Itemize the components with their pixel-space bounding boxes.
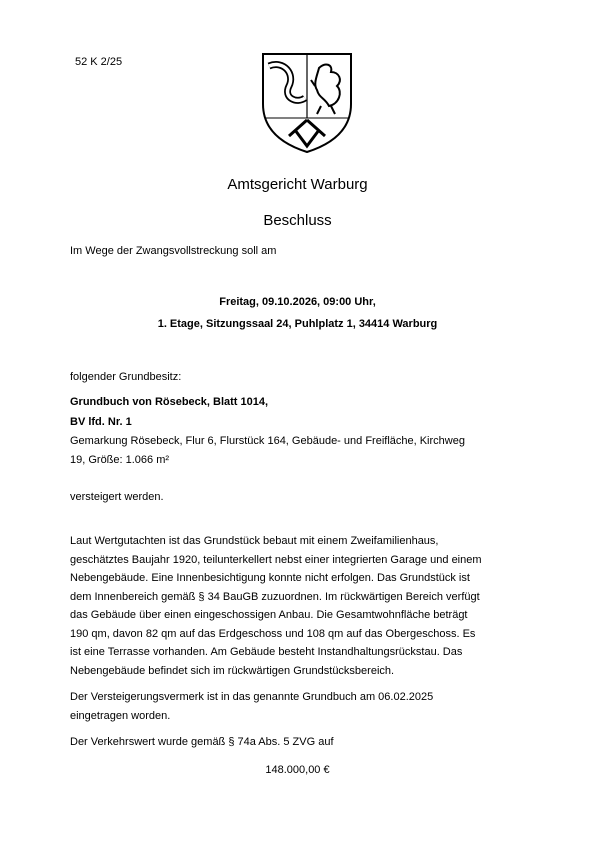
- gemarkung-line-2: 19, Größe: 1.066 m²: [70, 454, 170, 466]
- description-line: dem Innenbereich gemäß § 34 BauGB zuzuordnen. Im rückwärtigen Bereich verfügt: [70, 590, 480, 603]
- court-name: Amtsgericht Warburg: [227, 176, 368, 193]
- property-label: folgender Grundbesitz:: [70, 371, 182, 383]
- description-line: 190 qm, davon 82 qm auf das Erdgeschoss und 108 qm auf das Obergeschoss. Es: [70, 627, 476, 640]
- document-title: Beschluss: [263, 212, 332, 229]
- description-line: Nebengebäude. Eine Innenbesichtigung konnte nicht erfolgen. Das Grundstück ist: [70, 572, 470, 584]
- intro-text: Im Wege der Zwangsvollstreckung soll am: [70, 245, 277, 257]
- vermerk-paragraph: [70, 688, 540, 725]
- vermerk-line: Der Versteigerungsvermerk ist in das genannte Grundbuch am 06.02.2025: [70, 691, 434, 703]
- description-line: geschätztes Baujahr 1920, teilunterkellert nebst einer integrierten Garage und einem: [70, 553, 482, 566]
- description-line: Nebengebäude befindet sich im rückwärtigen Grundstücksbereich.: [70, 664, 395, 677]
- market-value: 148.000,00 €: [265, 764, 330, 776]
- description-line: Laut Wertgutachten ist das Grundstück bebaut mit einem Zweifamilienhaus,: [70, 535, 439, 547]
- gemarkung-line-1: Gemarkung Rösebeck, Flur 6, Flurstück 164, Gebäude- und Freifläche, Kirchweg: [70, 435, 465, 447]
- bv-number: BV lfd. Nr. 1: [70, 416, 132, 428]
- verkehrswert-text: Der Verkehrswert wurde gemäß § 74a Abs. 5 ZVG auf: [70, 736, 334, 748]
- auction-location: 1. Etage, Sitzungssaal 24, Puhlplatz 1, 34414 Warburg: [157, 318, 438, 330]
- description-line: ist eine Terrasse vorhanden. Am Gebäude besteht Instandhaltungsrückstau. Das: [70, 646, 463, 658]
- coat-of-arms-seal: [259, 46, 355, 154]
- auction-date: Freitag, 09.10.2026, 09:00 Uhr,: [219, 296, 376, 308]
- versteigert-text: versteigert werden.: [70, 491, 164, 503]
- grundbuch-entry: Grundbuch von Rösebeck, Blatt 1014,: [70, 396, 269, 408]
- case-number: 52 K 2/25: [75, 56, 123, 68]
- vermerk-line: eingetragen worden.: [70, 709, 171, 722]
- property-description: [70, 532, 540, 680]
- description-line: das Gebäude über einen eingeschossigen Anbau. Die Gesamtwohnfläche beträgt: [70, 609, 468, 621]
